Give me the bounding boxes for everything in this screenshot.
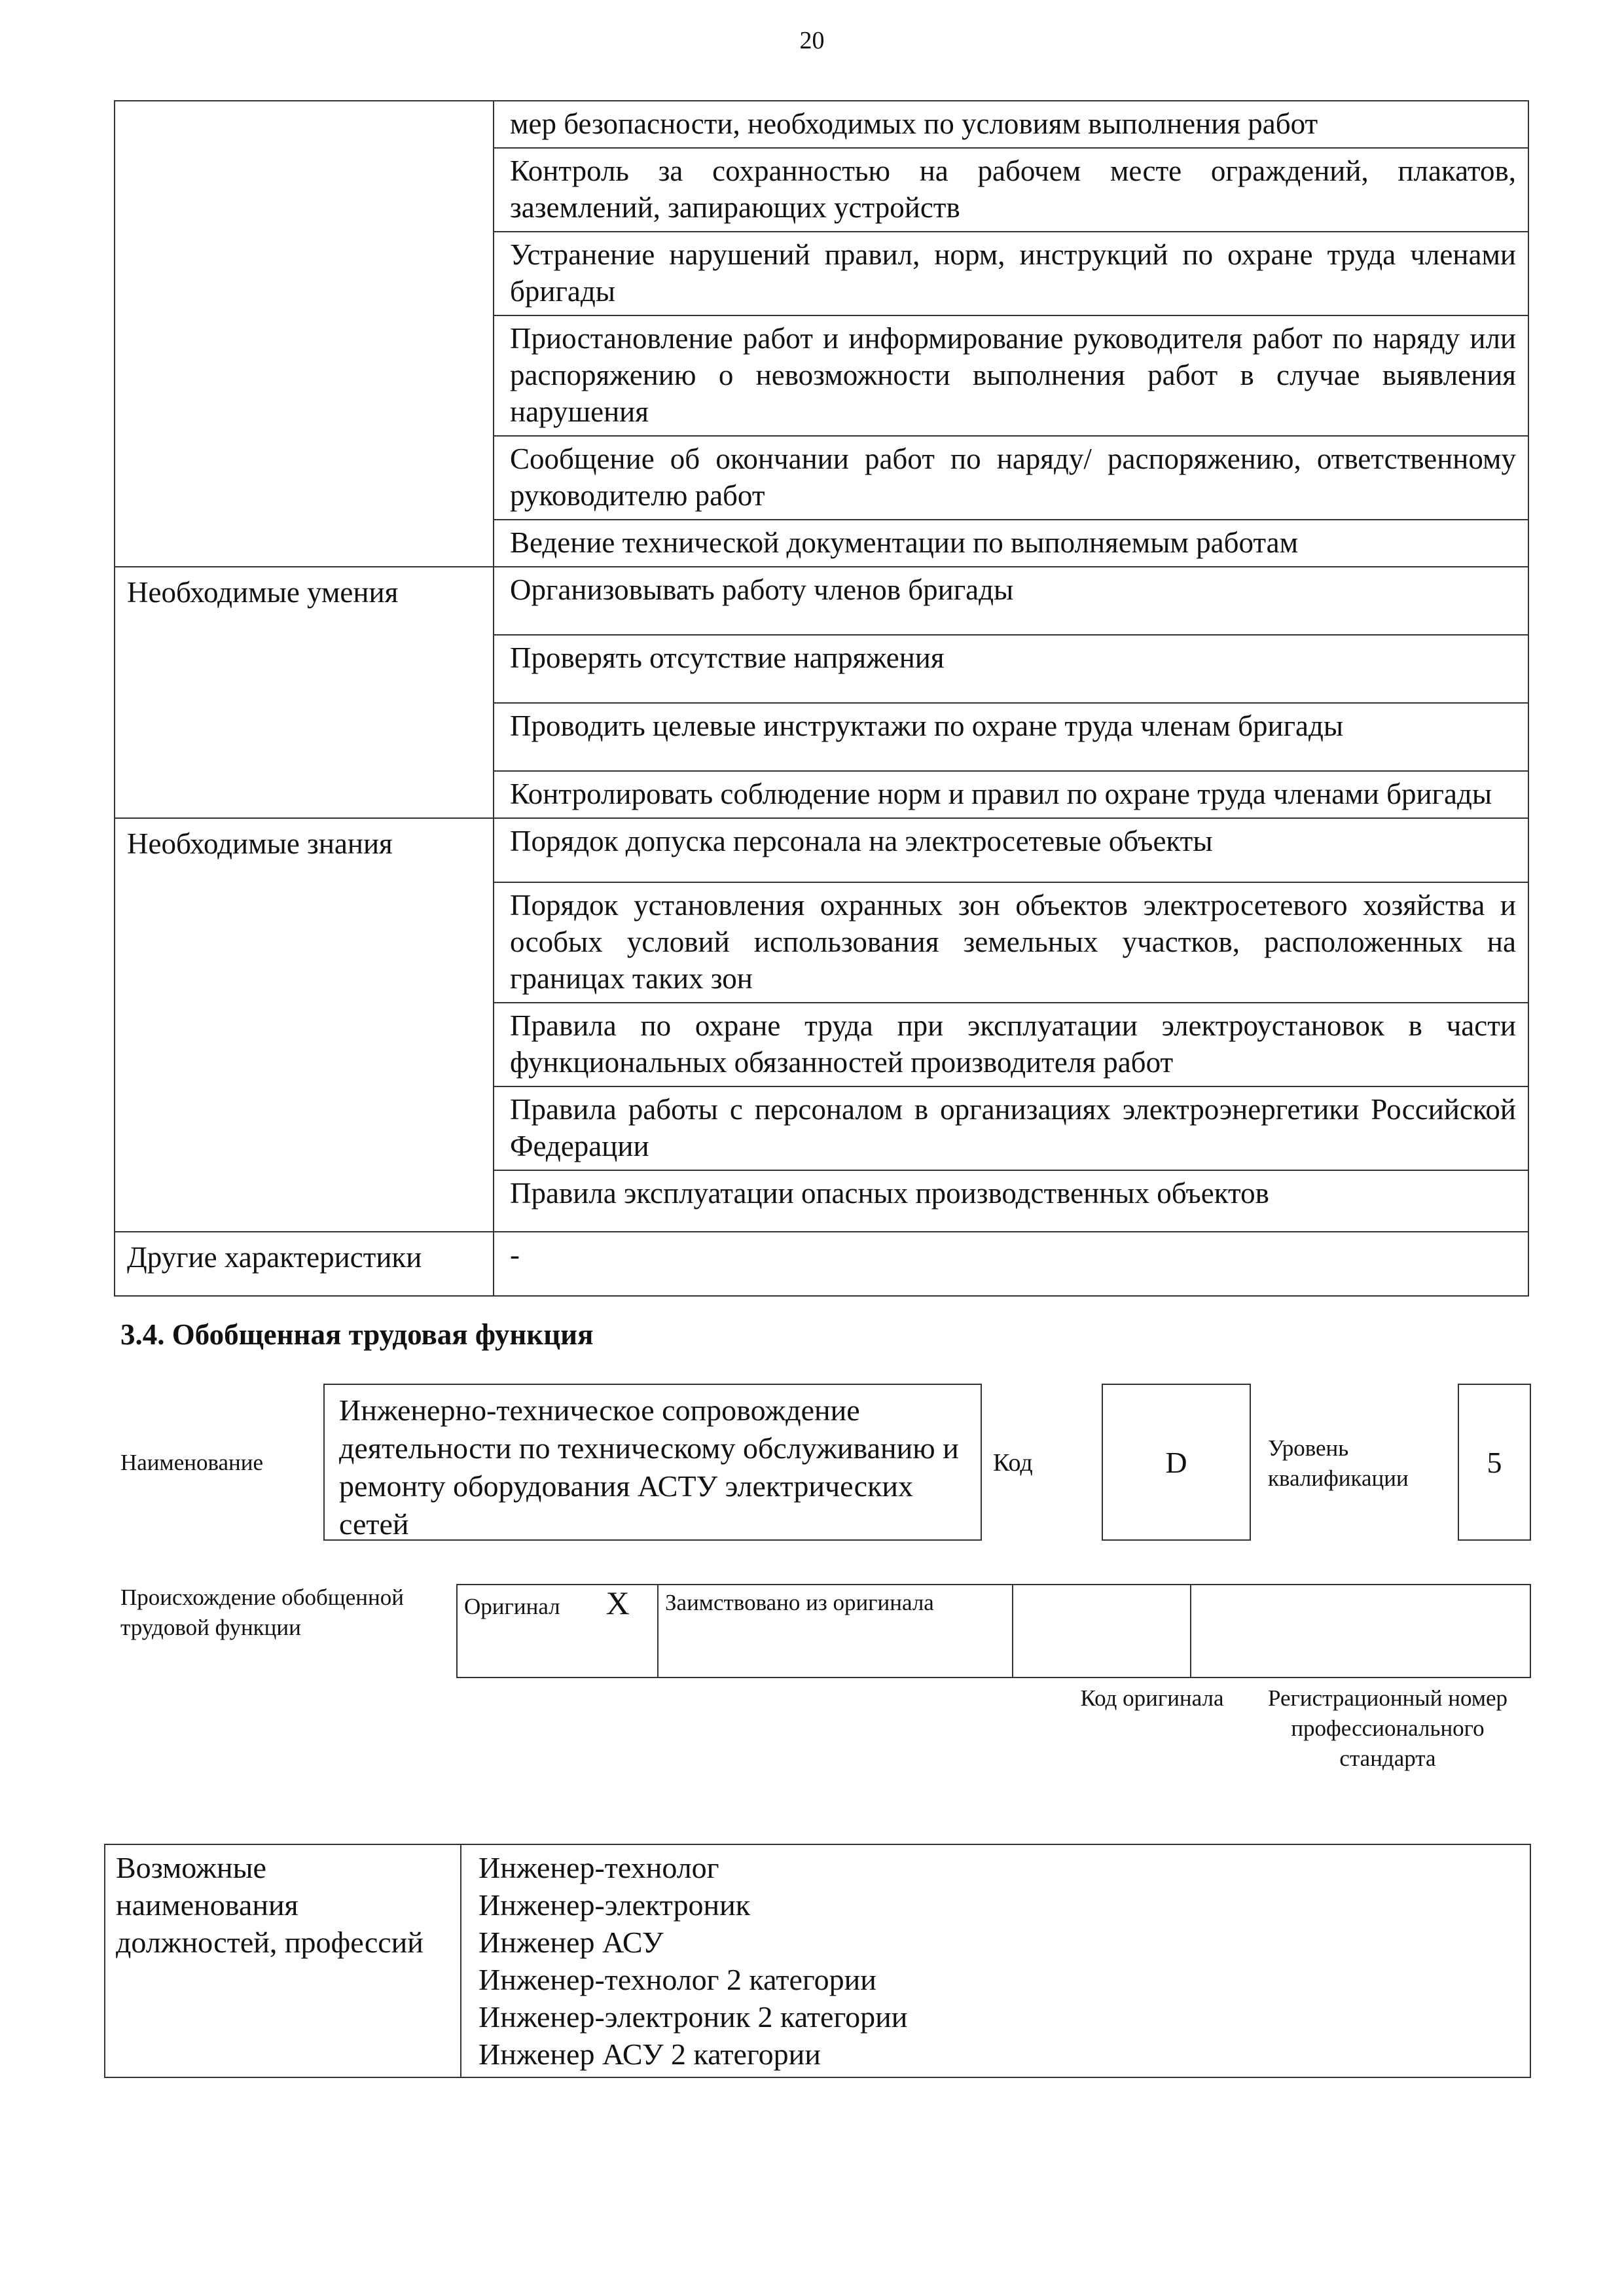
- list-item: Инженер-электроник: [478, 1888, 751, 1922]
- table-cell: Организовывать работу членов бригады: [494, 567, 1528, 635]
- table-row: [457, 1585, 1530, 1677]
- table-cell: -: [494, 1232, 1528, 1296]
- table-cell: Контроль за сохранностью на рабочем месте ограждений, плакатов, заземлений, запирающих устройств: [494, 148, 1528, 232]
- positions-table: [104, 1844, 1531, 2078]
- original-code-cell: [1013, 1585, 1191, 1677]
- table-row: [115, 567, 1528, 635]
- function-name-box: Инженерно-техническое сопровождение деятельности по техническому обслуживанию и ремонту оборудования АСТУ электрических сетей: [323, 1384, 982, 1541]
- table-cell: Проверять отсутствие напряжения: [494, 635, 1528, 703]
- original-cell: [457, 1585, 658, 1677]
- table-cell: Правила работы с персоналом в организациях электроэнергетики Российской Федерации: [494, 1086, 1528, 1170]
- level-box: 5: [1458, 1384, 1531, 1541]
- code-box: D: [1102, 1384, 1251, 1541]
- origin-label: Происхождение обобщенной трудовой функции: [120, 1585, 404, 1640]
- list-item: Инженер-технолог: [478, 1851, 719, 1884]
- original-label: Оригинал: [464, 1594, 560, 1619]
- table-cell: Порядок допуска персонала на электросетевые объекты: [494, 818, 1528, 882]
- table-row: [115, 818, 1528, 882]
- list-item: Инженер АСУ 2 категории: [478, 2037, 821, 2071]
- table-cell: мер безопасности, необходимых по условиям выполнения работ: [494, 101, 1528, 148]
- table-cell: Контролировать соблюдение норм и правил по охране труда членами бригады: [494, 771, 1528, 818]
- list-item: Инженер АСУ: [478, 1926, 664, 1959]
- list-item: Инженер-технолог 2 категории: [478, 1963, 876, 1996]
- row-label-other: Другие характеристики: [115, 1232, 494, 1296]
- borrowed-label: Заимствовано из оригинала: [658, 1585, 1013, 1677]
- origin-table: [456, 1584, 1531, 1678]
- table-row: [105, 1844, 1530, 2077]
- table-cell: Проводить целевые инструктажи по охране труда членам бригады: [494, 703, 1528, 771]
- table-cell: Устранение нарушений правил, норм, инструкций по охране труда членами бригады: [494, 232, 1528, 315]
- table-cell: Порядок установления охранных зон объектов электросетевого хозяйства и особых условий использования земельных участков, расположенных на границах таких зон: [494, 882, 1528, 1003]
- table-cell: Правила эксплуатации опасных производственных объектов: [494, 1170, 1528, 1232]
- table-row: [115, 101, 1528, 148]
- table-cell: Ведение технической документации по выполняемым работам: [494, 520, 1528, 567]
- section-title: 3.4. Обобщенная трудовая функция: [120, 1318, 594, 1351]
- code-caption: Код оригинала: [1080, 1685, 1224, 1711]
- level-label: Уровень квалификации: [1268, 1435, 1409, 1491]
- row-label-knowledge: Необходимые знания: [115, 818, 494, 1232]
- row-label-actions: [115, 101, 494, 567]
- table-cell: Правила по охране труда при эксплуатации электроустановок в части функциональных обязанностей производителя работ: [494, 1003, 1528, 1086]
- table-cell: Приостановление работ и информирование руководителя работ по наряду или распоряжению о невозможности выполнения работ в случае выявления нарушения: [494, 315, 1528, 436]
- reg-caption: Регистрационный номер профессионального стандарта: [1267, 1685, 1508, 1771]
- name-label: Наименование: [120, 1450, 264, 1475]
- list-item: Инженер-электроник 2 категории: [478, 2000, 908, 2034]
- requirements-table: [114, 100, 1529, 1297]
- table-row: [115, 1232, 1528, 1296]
- page-number: 20: [799, 27, 825, 54]
- original-mark: X: [605, 1585, 630, 1621]
- code-label: Код: [993, 1449, 1033, 1477]
- positions-label: Возможные наименования должностей, профессий: [105, 1844, 461, 2077]
- table-cell: Сообщение об окончании работ по наряду/ распоряжению, ответственному руководителю работ: [494, 436, 1528, 520]
- positions-list: [461, 1844, 1530, 2077]
- row-label-skills: Необходимые умения: [115, 567, 494, 818]
- registration-number-cell: [1191, 1585, 1530, 1677]
